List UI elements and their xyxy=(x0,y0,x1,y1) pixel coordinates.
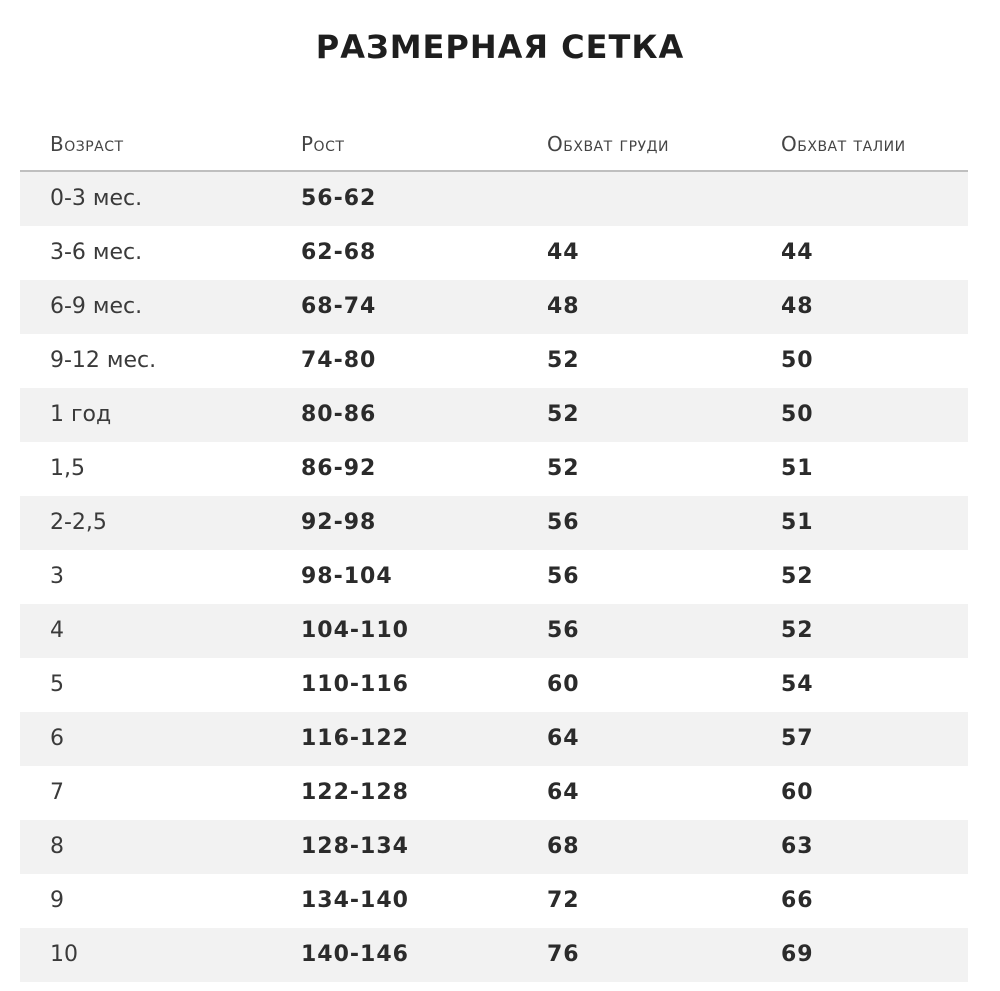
table-row xyxy=(20,388,968,442)
waist-cell: 48 xyxy=(781,294,814,319)
header-age: Возраст xyxy=(50,132,124,156)
chest-cell: 48 xyxy=(547,294,580,319)
chest-cell: 56 xyxy=(547,618,580,643)
table-row xyxy=(20,658,968,712)
table-row xyxy=(20,928,968,982)
age-cell: 10 xyxy=(50,942,78,967)
age-cell: 3 xyxy=(50,564,64,589)
chest-cell: 44 xyxy=(547,240,580,265)
table-row xyxy=(20,172,968,226)
table-row xyxy=(20,712,968,766)
chest-cell: 72 xyxy=(547,888,580,913)
height-cell: 86-92 xyxy=(301,456,377,481)
chest-cell: 56 xyxy=(547,564,580,589)
height-cell: 104-110 xyxy=(301,618,409,643)
chest-cell: 52 xyxy=(547,402,580,427)
waist-cell: 52 xyxy=(781,564,814,589)
age-cell: 0-3 мес. xyxy=(50,186,143,211)
waist-cell: 60 xyxy=(781,780,814,805)
waist-cell: 52 xyxy=(781,618,814,643)
table-header xyxy=(20,118,968,172)
age-cell: 2-2,5 xyxy=(50,510,107,535)
table-body xyxy=(20,172,968,982)
height-cell: 74-80 xyxy=(301,348,377,373)
age-cell: 5 xyxy=(50,672,64,697)
table-row xyxy=(20,280,968,334)
age-cell: 7 xyxy=(50,780,64,805)
age-cell: 6 xyxy=(50,726,64,751)
height-cell: 80-86 xyxy=(301,402,377,427)
chest-cell: 60 xyxy=(547,672,580,697)
chest-cell: 64 xyxy=(547,780,580,805)
page-title: РАЗМЕРНАЯ СЕТКА xyxy=(315,28,685,66)
table-row xyxy=(20,766,968,820)
age-cell: 1 год xyxy=(50,402,112,427)
waist-cell: 66 xyxy=(781,888,814,913)
table-row xyxy=(20,604,968,658)
age-cell: 3-6 мес. xyxy=(50,240,143,265)
waist-cell: 44 xyxy=(781,240,814,265)
table-row xyxy=(20,550,968,604)
waist-cell: 50 xyxy=(781,348,814,373)
table-row xyxy=(20,496,968,550)
waist-cell: 50 xyxy=(781,402,814,427)
chest-cell: 76 xyxy=(547,942,580,967)
header-height: Рост xyxy=(301,132,345,156)
height-cell: 92-98 xyxy=(301,510,377,535)
table-row xyxy=(20,226,968,280)
height-cell: 110-116 xyxy=(301,672,409,697)
height-cell: 116-122 xyxy=(301,726,409,751)
table-row xyxy=(20,442,968,496)
age-cell: 4 xyxy=(50,618,64,643)
size-table xyxy=(20,118,968,982)
chest-cell: 52 xyxy=(547,456,580,481)
waist-cell: 51 xyxy=(781,510,814,535)
waist-cell: 69 xyxy=(781,942,814,967)
chest-cell: 68 xyxy=(547,834,580,859)
height-cell: 134-140 xyxy=(301,888,409,913)
waist-cell: 51 xyxy=(781,456,814,481)
age-cell: 8 xyxy=(50,834,64,859)
age-cell: 9 xyxy=(50,888,64,913)
height-cell: 56-62 xyxy=(301,186,377,211)
height-cell: 140-146 xyxy=(301,942,409,967)
chest-cell: 64 xyxy=(547,726,580,751)
height-cell: 122-128 xyxy=(301,780,409,805)
waist-cell: 63 xyxy=(781,834,814,859)
height-cell: 68-74 xyxy=(301,294,377,319)
header-waist: Обхват талии xyxy=(781,132,906,156)
chest-cell: 56 xyxy=(547,510,580,535)
age-cell: 9-12 мес. xyxy=(50,348,157,373)
chest-cell: 52 xyxy=(547,348,580,373)
height-cell: 98-104 xyxy=(301,564,393,589)
table-row xyxy=(20,874,968,928)
height-cell: 62-68 xyxy=(301,240,377,265)
waist-cell: 57 xyxy=(781,726,814,751)
table-row xyxy=(20,334,968,388)
age-cell: 6-9 мес. xyxy=(50,294,143,319)
header-chest: Обхват груди xyxy=(547,132,669,156)
table-row xyxy=(20,820,968,874)
waist-cell: 54 xyxy=(781,672,814,697)
age-cell: 1,5 xyxy=(50,456,85,481)
height-cell: 128-134 xyxy=(301,834,409,859)
